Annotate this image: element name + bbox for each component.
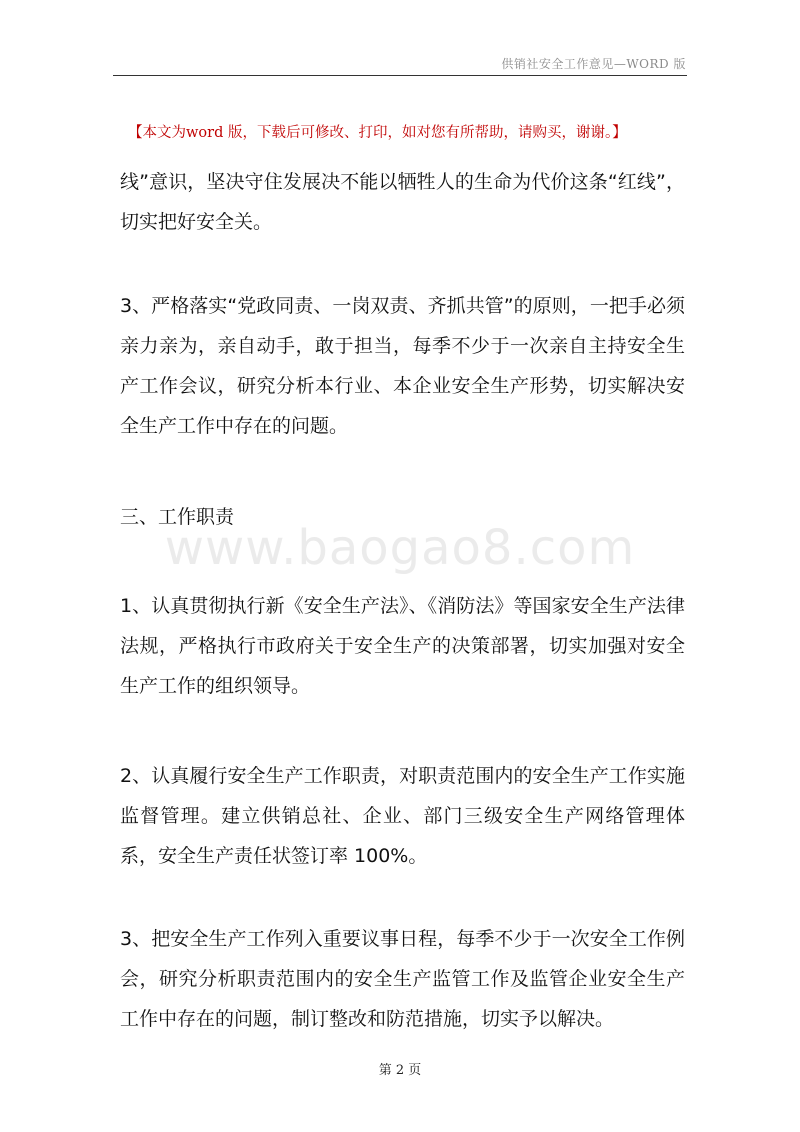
page-number: 第 2 页 <box>378 1063 422 1078</box>
paragraph-text: 3、严格落实“党政同责、一岗双责、齐抓共管”的原则，一把手必须亲力亲为，亲自动手，敢于担当，每季不少于一次亲自主持安全生产工作会议，研究分析本行业、本企业安全生产形势，切实解决安全生产工作中存在的问题。 <box>120 295 685 437</box>
paragraph <box>120 919 685 1039</box>
paragraph <box>120 756 685 876</box>
running-header: 供销社安全工作意见—WORD 版 <box>501 57 686 71</box>
paragraph-text: 线”意识，坚决守住发展决不能以牺牲人的生命为代价这条“红线”，切实把好安全关。 <box>120 171 685 233</box>
paragraph <box>120 286 685 446</box>
paragraph-text: 1、认真贯彻执行新《安全生产法》、《消防法》等国家安全生产法律法规，严格执行市政府关于安全生产的决策部署，切实加强对安全生产工作的组织领导。 <box>120 595 685 697</box>
paragraph <box>120 586 685 706</box>
paragraph-text: 2、认真履行安全生产工作职责，对职责范围内的安全生产工作实施监督管理。建立供销总社、企业、部门三级安全生产网络管理体系，安全生产责任状签订率 100%。 <box>120 765 685 867</box>
promo-notice: 【本文为word 版，下载后可修改、打印，如对您有所帮助，请购买，谢谢。】 <box>128 125 627 141</box>
header-divider <box>113 75 687 76</box>
section-heading: 三、工作职责 <box>120 506 235 528</box>
watermark: www.baogao8.com <box>164 520 636 576</box>
paragraph <box>120 162 685 242</box>
paragraph-text: 3、把安全生产工作列入重要议事日程，每季不少于一次安全工作例会，研究分析职责范围内的安全生产监管工作及监管企业安全生产工作中存在的问题，制订整改和防范措施，切实予以解决。 <box>120 928 685 1030</box>
